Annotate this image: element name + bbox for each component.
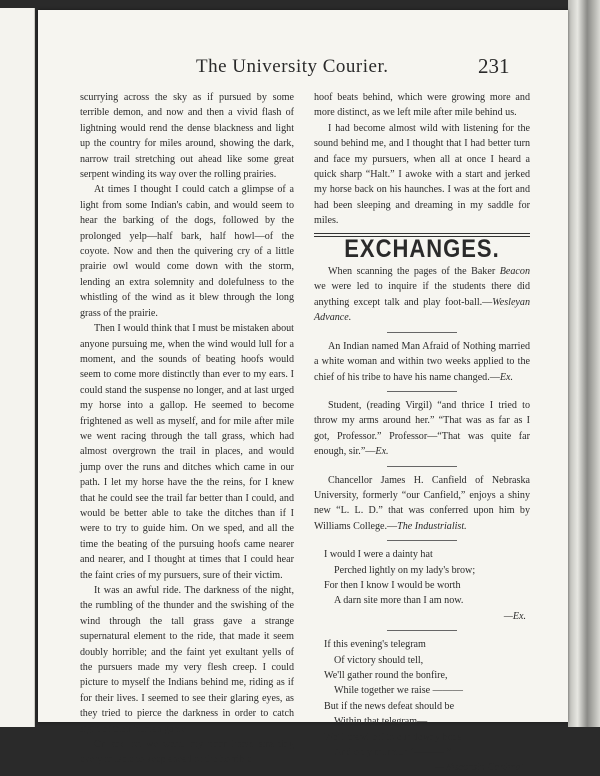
exchange-item [314,398,530,460]
poem-line: And only murmur “———.” [334,747,452,759]
item-source: The Industrialist. [397,520,467,532]
poem-line: A darn site more than I am now. [334,595,464,607]
poem-source: —Wisconsin Cardinal. [434,762,526,774]
poem-line: I would I were a dainty hat [324,549,433,561]
poem-line: But if the news defeat should be [324,700,455,712]
poem [314,637,530,776]
item-text: we were led to inquire if the students there did anything except talk and play foot-ball.— [314,281,530,308]
paragraph: It was an awful ride. The darkness of the night, the rumbling of the thunder and the swishing of the wind through the tall grass gave a strange supernatural element to the ride, that made it seem doubly horrible; and the faint yet exultant yells of the pursuers made my very flesh creep. I could picture to myself the Indians behind me, riding as if for their lives. I seemed to see their glaring eyes, as they tried to pierce the darkness in order to catch sight of their human game. [80,585,294,735]
poem-line: We'll crawl off to our downy beds [324,731,462,743]
exchange-item [314,339,530,385]
item-text: Chancellor James H. Canfield of Nebraska University, formerly “our Canfield,” enjoys a shiny new “L. L. D.” that was conferred upon him by Williams College.— [314,474,530,532]
page [38,10,568,774]
exchange-item [314,473,530,535]
poem-source: —Ex. [503,610,526,622]
item-text: Student, (reading Virgil) “and thrice I tried to throw my arms around her.” “That was as far as I got, Professor.” Professor—“That was quite far enough, sir.”— [314,399,530,458]
left-column [80,90,294,768]
rule [387,391,457,392]
paragraph: hoof beats behind, which were growing more and more distinct, as we left mile after mile behind us. [314,92,530,119]
exchange-item [314,264,530,326]
journal-title: The University Courier. [196,56,389,77]
poem-line: Perched lightly on my lady's brow; [334,564,476,576]
item-text: When scanning the pages of the Baker [328,266,500,278]
paragraph: scurrying across the sky as if pursued by some terrible demon, and now and then a vivid flash of lightning would rend the dense blackness and light up the country for miles around, showing the dark, narrow trail stretching out ahead like some great serpent winding its way over the rolling prairies. [80,92,294,181]
paragraph: I had become almost wild with listening for the sound behind me, and I thought that I had better turn and face my pursuers, when all at once I heard a quick sharp “Halt.” I awoke with a start and jerked my horse back on his haunches. I was at the fort and had been sleeping and dreaming in my saddle for miles. [314,122,530,227]
right-column [314,90,530,776]
page-number: 231 [478,54,510,78]
section-heading: EXCHANGES. [344,233,500,263]
paragraph: On and on we went, my poor horse straining every muscle to keep ahead of the horrible [80,739,294,766]
poem-line: Within that telegram— [334,716,428,728]
poem-line: For then I know I would be worth [324,579,461,591]
poem-line: While together we raise ——— [334,685,463,697]
poem-line: We'll gather round the bonfire, [324,670,448,681]
rule [387,332,457,333]
rule [387,630,457,631]
poem [314,547,530,624]
paragraph: At times I thought I could catch a glimpse of a light from some Indian's cabin, and would seem to hear the barking of the dogs, followed by the prolonged yelp—half bark, half howl—of the coyote. Now and then the quivering cry of a little prairie owl would come down with the storm, lending an extra solemnity and dolefulness to the whistling of the wind as it blew through the long grass of the prairie. [80,184,294,319]
rule [387,466,457,467]
rule [387,540,457,541]
item-source: Wesleyan Advance. [314,296,530,324]
book-binding-edge [568,0,600,727]
item-source: Ex. [375,446,389,458]
poem-line: If this evening's telegram [324,639,426,651]
running-header [38,52,568,84]
item-italic: Beacon [499,266,530,278]
poem-line: Of victory should tell, [334,654,424,666]
item-text: An Indian named Man Afraid of Nothing married a white woman and within two weeks applied to the chief of his tribe to have his name changed.— [314,340,530,383]
previous-page-edge [0,8,35,727]
paragraph: Then I would think that I must be mistaken about anyone pursuing me, when the wind would lull for a moment, and the sounds of beating hoofs would seem to come more distinctly than ever to my ears. I could stand the suspense no longer, and at last urged my horse into a gallop. He seemed to become frightened as well as myself, and for mile after mile we went racing through the tall grass, which had almost overgrown the trail in places, and would jump over the runs and ditches which came in our path. I let my horse have the the reins, for I knew that he could see the trail far better than I could, and would be better able to take the ditches than if I were to try to guide him. On we sped, and all the time the beating of the pursuing hoofs came nearer and nearer, and I thought at times that I could hear the faint cries of my pursuers, sure of their victim. [80,323,294,581]
item-source: Ex. [499,371,514,383]
